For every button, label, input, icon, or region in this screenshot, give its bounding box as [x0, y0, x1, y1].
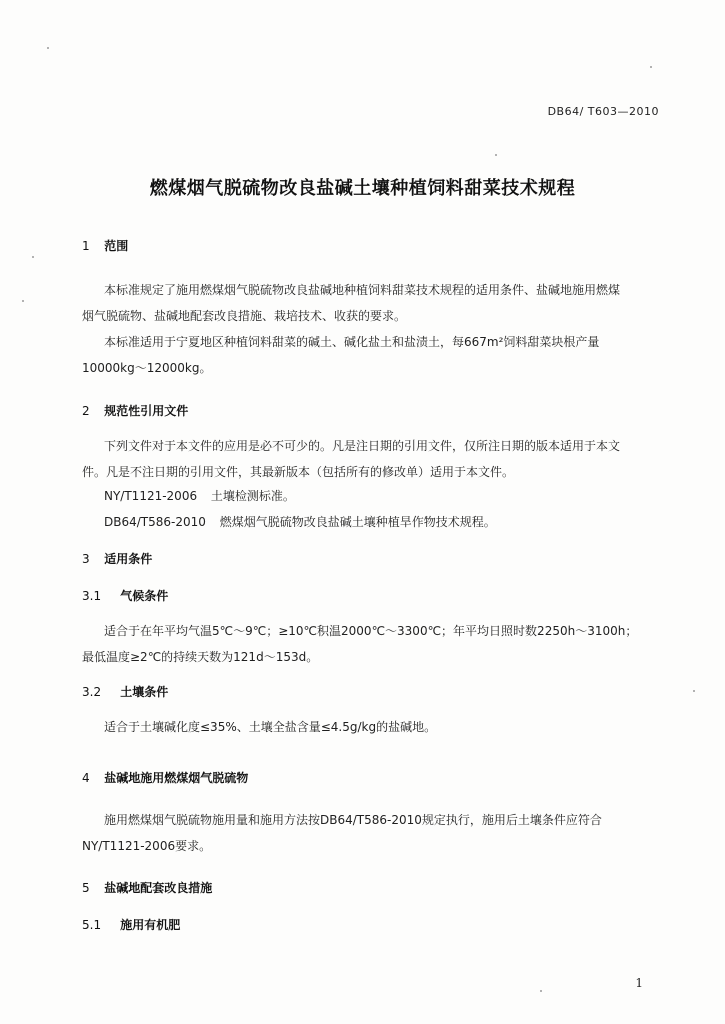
section-title: 适用条件: [104, 552, 153, 566]
section-4-paragraph-1: [82, 807, 662, 859]
section-title: 土壤条件: [120, 685, 169, 699]
scan-speck: [540, 990, 542, 992]
section-1-heading: [82, 237, 128, 254]
scan-speck: [47, 47, 49, 49]
paragraph-line: 施用燃煤烟气脱硫物施用量和施用方法按DB64/T586-2010规定执行，施用后土壤条件应符合: [104, 813, 602, 827]
reference-code: DB64/T586-2010: [104, 515, 206, 529]
scan-speck: [495, 154, 497, 156]
paragraph-line: 本标准规定了施用燃煤烟气脱硫物改良盐碱地种植饲料甜菜技术规程的适用条件、盐碱地施用燃煤: [104, 283, 621, 297]
section-number: 4: [82, 771, 90, 785]
section-number: 3.1: [82, 589, 102, 603]
reference-code: NY/T1121-2006: [104, 489, 198, 503]
section-2-paragraph-1: [82, 433, 662, 485]
normative-reference-1: [104, 487, 295, 504]
section-5-1-heading: [82, 916, 180, 933]
section-number: 2: [82, 404, 90, 418]
section-number: 5.1: [82, 918, 102, 932]
reference-name: 土壤检测标准。: [210, 489, 295, 503]
section-number: 3: [82, 552, 90, 566]
section-title: 盐碱地配套改良措施: [104, 881, 213, 895]
paragraph-line: 本标准适用于宁夏地区种植饲料甜菜的碱土、碱化盐土和盐渍土，每667m²饲料甜菜块根产量: [104, 335, 600, 349]
paragraph-line: 最低温度≥2℃的持续天数为121d～153d。: [82, 650, 319, 664]
scan-speck: [22, 300, 24, 302]
section-title: 盐碱地施用燃煤烟气脱硫物: [104, 771, 249, 785]
normative-reference-2: [104, 513, 496, 530]
section-3-2-heading: [82, 683, 168, 700]
section-1-paragraph-2: [82, 329, 662, 381]
section-number: 1: [82, 239, 90, 253]
section-title: 气候条件: [120, 589, 169, 603]
paragraph-line: 件。凡是不注日期的引用文件，其最新版本（包括所有的修改单）适用于本文件。: [82, 465, 515, 479]
document-title: 燃煤烟气脱硫物改良盐碱土壤种植饲料甜菜技术规程: [149, 178, 576, 199]
section-title: 规范性引用文件: [104, 404, 189, 418]
section-3-1-heading: [82, 587, 168, 604]
section-title: 范围: [104, 239, 129, 253]
section-4-heading: [82, 769, 248, 786]
section-title: 施用有机肥: [120, 918, 181, 932]
section-3-heading: [82, 550, 152, 567]
paragraph-line: 适合于在年平均气温5℃～9℃；≥10℃积温2000℃～3300℃；年平均日照时数2250h～3100h；: [104, 624, 638, 638]
section-1-paragraph-1: [82, 277, 662, 329]
paragraph-line: 烟气脱硫物、盐碱地配套改良措施、栽培技术、收获的要求。: [82, 309, 407, 323]
section-5-heading: [82, 879, 212, 896]
scan-speck: [693, 690, 695, 692]
section-3-1-paragraph-1: [82, 618, 662, 670]
scan-speck: [32, 256, 34, 258]
section-2-heading: [82, 402, 188, 419]
page-number: 1: [635, 976, 643, 990]
scan-speck: [650, 66, 652, 68]
paragraph-line: NY/T1121-2006要求。: [82, 839, 212, 853]
document-id: DB64/ T603—2010: [547, 105, 659, 118]
section-number: 5: [82, 881, 90, 895]
reference-name: 燃煤烟气脱硫物改良盐碱土壤种植旱作物技术规程。: [219, 515, 496, 529]
paragraph-line: 下列文件对于本文件的应用是必不可少的。凡是注日期的引用文件，仅所注日期的版本适用于本文: [104, 439, 621, 453]
paragraph-line: 10000kg～12000kg。: [82, 361, 212, 375]
section-3-2-paragraph-1: [82, 714, 662, 740]
section-number: 3.2: [82, 685, 102, 699]
paragraph-line: 适合于土壤碱化度≤35%、土壤全盐含量≤4.5g/kg的盐碱地。: [104, 720, 437, 734]
